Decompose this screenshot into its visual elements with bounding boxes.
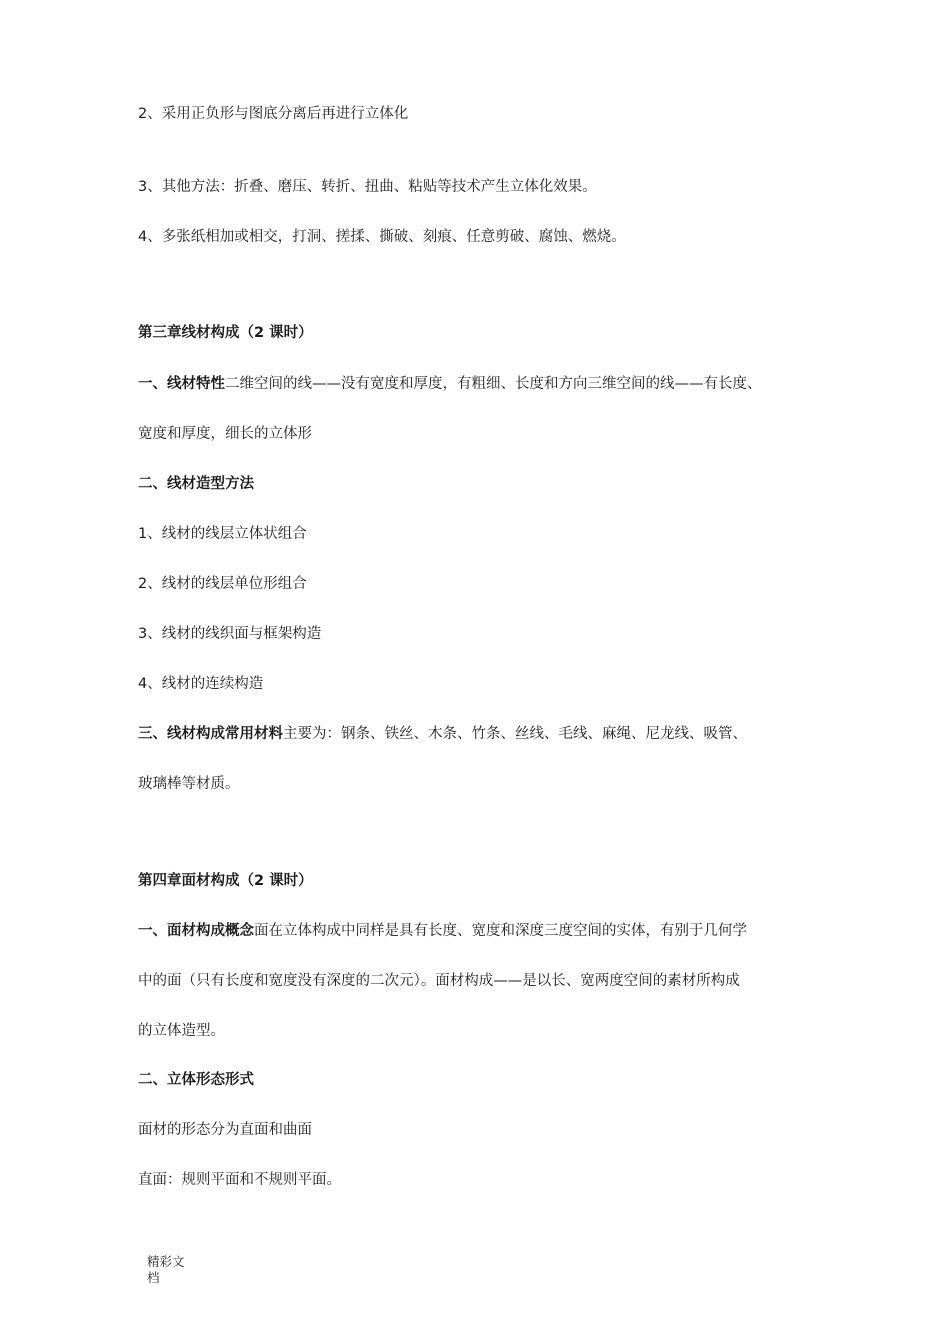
paragraph-plane-forms: 面材的形态分为直面和曲面 bbox=[138, 1122, 312, 1138]
list-item-method-2: 2、采用正负形与图底分离后再进行立体化 bbox=[138, 106, 409, 122]
list-item-line-method-3: 3、线材的线织面与框架构造 bbox=[138, 626, 322, 642]
section-heading: 三、线材构成常用材料 bbox=[138, 726, 283, 742]
section-line-properties bbox=[138, 374, 762, 394]
section-plane-concept-cont-2: 的立体造型。 bbox=[138, 1023, 225, 1039]
chapter-4-title: 第四章面材构成（2 课时） bbox=[138, 873, 313, 889]
list-item-line-method-2: 2、线材的线层单位形组合 bbox=[138, 576, 307, 592]
section-text: 二维空间的线——没有宽度和厚度，有粗细、长度和方向三维空间的线——有长度、 bbox=[225, 376, 762, 392]
list-item-line-method-4: 4、线材的连续构造 bbox=[138, 676, 264, 692]
section-heading-forms: 二、立体形态形式 bbox=[138, 1072, 254, 1088]
section-plane-concept bbox=[138, 921, 747, 941]
section-line-materials bbox=[138, 724, 747, 744]
section-line-properties-cont: 宽度和厚度，细长的立体形 bbox=[138, 426, 312, 442]
footer-line-2: 档 bbox=[147, 1270, 160, 1285]
section-heading-methods: 二、线材造型方法 bbox=[138, 476, 254, 492]
list-item-method-4: 4、多张纸相加或相交，打洞、搓揉、撕破、刻痕、任意剪破、腐蚀、燃烧。 bbox=[138, 229, 626, 245]
list-item-line-method-1: 1、线材的线层立体状组合 bbox=[138, 526, 307, 542]
list-item-method-3: 3、其他方法：折叠、磨压、转折、扭曲、粘贴等技术产生立体化效果。 bbox=[138, 179, 597, 195]
section-plane-concept-cont-1: 中的面（只有长度和宽度没有深度的二次元）。面材构成——是以长、宽两度空间的素材所构成 bbox=[138, 973, 740, 989]
chapter-3-title: 第三章线材构成（2 课时） bbox=[138, 325, 313, 341]
section-text: 面在立体构成中同样是具有长度、宽度和深度三度空间的实体，有别于几何学 bbox=[254, 923, 747, 939]
paragraph-flat-plane: 直面：规则平面和不规则平面。 bbox=[138, 1172, 341, 1188]
footer-watermark bbox=[147, 1254, 199, 1286]
footer-line-1: 精彩文 bbox=[147, 1254, 185, 1269]
section-heading: 一、面材构成概念 bbox=[138, 923, 254, 939]
section-heading: 一、线材特性 bbox=[138, 376, 225, 392]
section-text: 主要为：钢条、铁丝、木条、竹条、丝线、毛线、麻绳、尼龙线、吸管、 bbox=[283, 726, 747, 742]
section-line-materials-cont: 玻璃棒等材质。 bbox=[138, 776, 240, 792]
